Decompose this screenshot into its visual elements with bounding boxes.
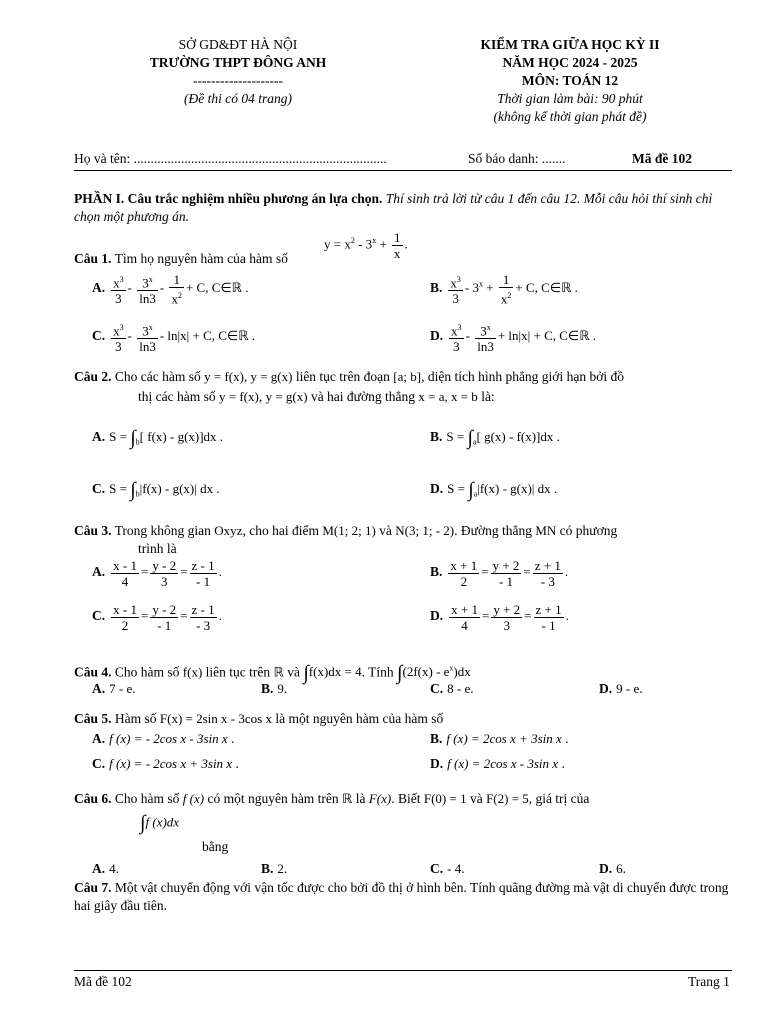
option-label: B. [430, 564, 443, 580]
part1-note: Thí sinh trả lời từ câu 1 đến câu 12. Mỗi câu hỏi thí sinh chỉ chọn một phương án. [74, 191, 713, 224]
q2-option-d[interactable]: D. $S = \int_a|f(x) - g(x)|$ dx . [430, 479, 558, 502]
exam-code: Mã đề 102 [632, 151, 692, 166]
option-label: A. [92, 731, 106, 746]
q7-label: Câu 7. [74, 880, 112, 895]
q3-text: . Đường thẳng [454, 523, 532, 538]
time-note: (không kể thời gian phát đề) [493, 109, 647, 124]
option-label: C. [430, 681, 444, 696]
header-divider: -------------------- [193, 73, 283, 88]
question-3: Câu 3. Trong không gian Oxyz, cho hai điểm M(1; 2; 1) và N(3; 1; - 2). Đường thẳng MN có phương [74, 523, 618, 538]
q3-option-a[interactable]: A. $\frac{x - 1}{4}$ = $\frac{y - 2}{3}$ = $\frac{z - 1}{- 1}$ . [92, 558, 222, 589]
student-name-label: Họ và tên: ........................................................................... [74, 151, 387, 166]
q6-text: . Biết [391, 791, 421, 806]
option-label: D. [430, 756, 444, 771]
q1-option-d[interactable]: D. $\frac{x^3}{3}$ - $\frac{3^x}{\ln 3}$ + ln|x| + C, C∈ℝ . [430, 320, 596, 354]
option-label: C. [92, 756, 106, 771]
q4-option-d[interactable]: D. 9 - e. [599, 681, 643, 696]
q7-text: Một vật chuyển động với vận tốc được cho bởi đồ thị ở hình bên. Tính quãng đường mà vật di chuyển được trong hai giây đầu tiên. [74, 880, 729, 913]
subject: MÔN: TOÁN 12 [521, 73, 619, 88]
option-label: B. [261, 681, 274, 696]
q2-option-a[interactable]: A. $S = \int_b$[ f(x) - g(x)]dx . [92, 427, 224, 450]
q5-option-b[interactable]: B. f (x) = 2cos x + 3sin x . [430, 731, 569, 746]
option-value: 9 [277, 681, 284, 696]
q2-text: và hai đường thẳng [310, 389, 415, 404]
q4-label: Câu 4. [74, 664, 112, 680]
q1-option-a[interactable]: A. $\frac{x^3}{3}$ - $\frac{3^x}{\ln 3}$ - $\frac{1}{x^2}$ + C, C∈ℝ . [92, 272, 249, 307]
question-6: Câu 6. Cho hàm số f (x) có một nguyên hàm trên ℝ là F(x). Biết F(0) = 1 và F(2) = 5, giá trị của [74, 791, 590, 806]
q4-text: liên tục trên [205, 664, 271, 680]
option-label: D. [599, 681, 613, 696]
header-rule [74, 170, 732, 171]
q1-option-b[interactable]: B. $\frac{x^3}{3}$ - $3^x$ + $\frac{1}{x^2}$ + C, C∈ℝ . [430, 272, 578, 307]
option-label: A. [92, 861, 106, 876]
q6-text: giá trị của [535, 791, 590, 806]
q6-option-d[interactable]: D. 6. [599, 861, 626, 876]
q5-option-d[interactable]: D. f (x) = 2cos x - 3sin x . [430, 756, 565, 771]
q3-text: , cho hai điểm [242, 523, 319, 538]
q5-option-a[interactable]: A. f (x) = - 2cos x - 3sin x . [92, 731, 235, 746]
q3-cont: trình là [138, 541, 177, 556]
q4-text: . Tính [361, 664, 394, 680]
option-label: B. [430, 429, 443, 444]
school-year: NĂM HỌC 2024 - 2025 [502, 55, 638, 70]
q6-text: có một nguyên hàm trên [207, 791, 339, 806]
page-count-note: (Đề thi có 04 trang) [184, 91, 292, 106]
q5-text: Hàm số [114, 711, 157, 726]
q1-text: Tìm họ nguyên hàm của hàm số [114, 251, 288, 266]
exam-title: KIỂM TRA GIỮA HỌC KỲ II [480, 37, 660, 52]
school-header [100, 36, 376, 108]
part1-title: PHẦN I. Câu trắc nghiệm nhiều phương án lựa chọn. [74, 191, 383, 206]
option-label: D. [430, 481, 444, 496]
part1-instructions [74, 190, 734, 226]
option-label: D. [430, 608, 444, 624]
q2-option-c[interactable]: C. $S = \int_b|f(x) - g(x)|$ dx . [92, 479, 220, 502]
option-label: B. [430, 280, 443, 296]
q5-option-c[interactable]: C. f (x) = - 2cos x + 3sin x . [92, 756, 239, 771]
q2-label: Câu 2. [74, 369, 112, 384]
footer-exam-code: Mã đề 102 [74, 974, 132, 989]
q2-text: là: [481, 389, 495, 404]
q4-text: và [287, 664, 300, 680]
question-5: Câu 5. Hàm số F(x) = 2sin x - 3cos x là một nguyên hàm của hàm số [74, 711, 444, 726]
option-value: 6 [616, 861, 623, 876]
option-label: A. [92, 681, 106, 696]
footer-page-number: Trang 1 [688, 974, 730, 989]
option-label: A. [92, 280, 106, 296]
option-value: 9 - e [616, 681, 640, 696]
option-value: 2 [277, 861, 284, 876]
q2-text: thị các hàm số [138, 389, 216, 404]
school-name: TRƯỜNG THPT ĐÔNG ANH [149, 55, 327, 70]
q4-option-a[interactable]: A. 7 - e. [92, 681, 136, 696]
q3-option-b[interactable]: B. $\frac{x + 1}{2}$ = $\frac{y + 2}{- 1}$ = $\frac{z + 1}{- 3}$ . [430, 558, 569, 589]
question-2: Câu 2. Cho các hàm số y = f(x), y = g(x) liên tục trên đoạn [a; b], diện tích hình phẳng giới hạn bởi đồ [74, 369, 624, 384]
question-4: Câu 4. Cho hàm số f(x) liên tục trên ℝ và ∫f(x)dx = 4. Tính $\int(2f(x) - e^x)dx$ [74, 662, 471, 685]
department-name: SỞ GD&ĐT HÀ NỘI [178, 37, 298, 52]
exam-header [420, 36, 720, 126]
q4-option-b[interactable]: B. 9. [261, 681, 288, 696]
q4-text: Cho hàm số [114, 664, 180, 680]
footer-rule [74, 970, 732, 971]
option-label: D. [430, 328, 444, 344]
q6-integral: ∫f (x)dx [140, 812, 180, 834]
option-label: C. [92, 328, 106, 344]
q2-text: liên tục trên đoạn [295, 369, 390, 384]
q1-option-c[interactable]: C. $\frac{x^3}{3}$ - $\frac{3^x}{\ln 3}$ - ln|x| + C, C∈ℝ . [92, 320, 255, 354]
q5-text: là một nguyên hàm của hàm số [275, 711, 444, 726]
question-2-cont: thị các hàm số y = f(x), y = g(x) và hai đường thẳng x = a, x = b là: [138, 389, 495, 404]
q3-text: và [379, 523, 392, 538]
q2-text: Cho các hàm số [114, 369, 201, 384]
option-value: - 4 [447, 861, 462, 876]
q3-text: Trong không gian [114, 523, 211, 538]
q6-option-b[interactable]: B. 2. [261, 861, 288, 876]
q6-text: là [355, 791, 366, 806]
q3-option-d[interactable]: D. $\frac{x + 1}{4}$ = $\frac{y + 2}{3}$ = $\frac{z + 1}{- 1}$ . [430, 602, 569, 633]
q6-option-c[interactable]: C. - 4. [430, 861, 465, 876]
q6-option-a[interactable]: A. 4. [92, 861, 119, 876]
q5-label: Câu 5. [74, 711, 112, 726]
option-label: A. [92, 564, 106, 580]
option-label: B. [430, 731, 443, 746]
option-value: 8 - e [447, 681, 471, 696]
option-label: C. [92, 481, 106, 496]
option-label: A. [92, 429, 106, 444]
q1-function: $y = x^2 - 3^x$ + $\frac{1}{x}$ . [324, 230, 408, 261]
q6-text: Cho hàm số [114, 791, 180, 806]
question-7 [74, 879, 734, 915]
q6-cont: bằng [202, 839, 229, 854]
time-limit: Thời gian làm bài: 90 phút [497, 91, 643, 106]
option-value: 7 - e [109, 681, 133, 696]
q3-text: có phương [559, 523, 618, 538]
option-label: C. [92, 608, 106, 624]
option-label: D. [599, 861, 613, 876]
q1-label: Câu 1. [74, 251, 112, 266]
q3-label: Câu 3. [74, 523, 112, 538]
option-label: B. [261, 861, 274, 876]
q2-text: , diện tích hình phẳng giới hạn bởi đồ [421, 369, 624, 384]
option-value: 4 [109, 861, 116, 876]
q3-option-c[interactable]: C. $\frac{x - 1}{2}$ = $\frac{y - 2}{- 1}$ = $\frac{z - 1}{- 3}$ . [92, 602, 222, 633]
q6-text: và [469, 791, 483, 806]
q4-option-c[interactable]: C. 8 - e. [430, 681, 474, 696]
option-label: C. [430, 861, 444, 876]
student-id-label: Số báo danh: ....... [468, 151, 566, 166]
q6-label: Câu 6. [74, 791, 112, 806]
q2-option-b[interactable]: B. $S = \int_a$[ g(x) - f(x)]dx . [430, 427, 560, 450]
